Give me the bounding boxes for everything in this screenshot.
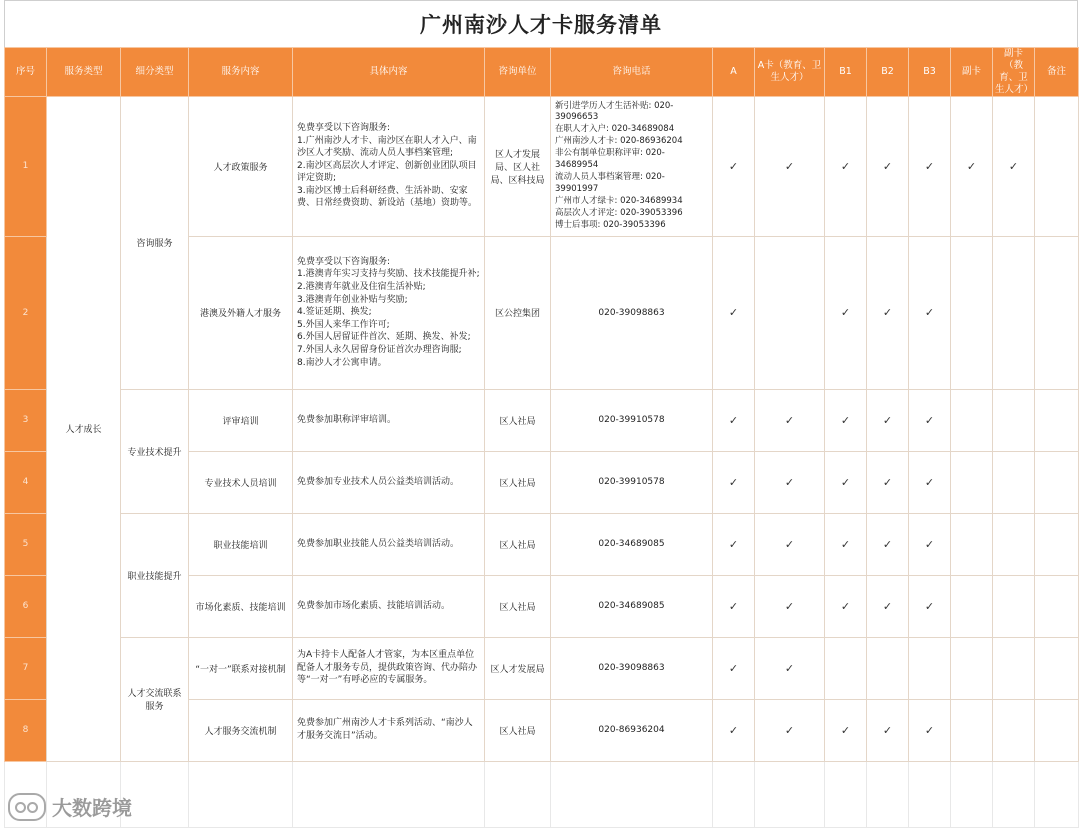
check-b3 bbox=[909, 637, 951, 699]
check-icon: ✓ bbox=[840, 475, 851, 489]
check-icon: ✓ bbox=[840, 599, 851, 613]
phone-cell bbox=[551, 96, 713, 236]
blank-cell bbox=[189, 761, 293, 827]
check-a bbox=[713, 96, 755, 236]
check-icon: ✓ bbox=[882, 306, 893, 319]
service-content-cell: 市场化素质、技能培训 bbox=[189, 575, 293, 637]
check-b3 bbox=[909, 96, 951, 236]
detail-line: 6.外国人居留证件首次、延期、换发、补发; bbox=[297, 332, 471, 343]
remark-cell bbox=[1035, 699, 1079, 761]
phone-cell: 020-34689085 bbox=[551, 575, 713, 637]
service-content-cell: 人才服务交流机制 bbox=[189, 699, 293, 761]
check-icon: ✓ bbox=[924, 475, 935, 489]
check-b2 bbox=[867, 236, 909, 389]
col-header-sub-type: 细分类型 bbox=[121, 48, 189, 97]
detail-line: 免费享受以下咨询服务: bbox=[297, 122, 391, 133]
check-a bbox=[713, 575, 755, 637]
check-icon: ✓ bbox=[882, 413, 893, 427]
detail-line: 5.外国人来华工作许可; bbox=[297, 319, 390, 330]
check-icon: ✓ bbox=[882, 723, 893, 737]
row-seq: 4 bbox=[5, 451, 47, 513]
check-b2 bbox=[867, 637, 909, 699]
detail-line: 3.南沙区博士后科研经费、生活补助、安家费、日常经费资助、新设站（基地）资助等。 bbox=[297, 185, 478, 209]
check-b1 bbox=[825, 575, 867, 637]
check-b3 bbox=[909, 389, 951, 451]
check-b1 bbox=[825, 389, 867, 451]
check-sub-card bbox=[951, 699, 993, 761]
check-icon: ✓ bbox=[1008, 159, 1019, 173]
sub-type-cell: 人才交流联系服务 bbox=[121, 637, 189, 761]
unit-cell: 区公控集团 bbox=[485, 236, 551, 389]
row-seq: 1 bbox=[5, 96, 47, 236]
check-a-edu bbox=[755, 389, 825, 451]
detail-cell: 为A卡持卡人配备人才管家，为本区重点单位配备人才服务专员，提供政策咨询、代办陪办等“一对一”有呼必应的专属服务。 bbox=[293, 637, 485, 699]
detail-line: 8.南沙人才公寓申请。 bbox=[297, 357, 387, 368]
col-header-phone: 咨询电话 bbox=[551, 48, 713, 97]
check-sub-card bbox=[951, 513, 993, 575]
check-icon: ✓ bbox=[784, 537, 795, 551]
phone-line: 流动人员人事档案管理: 020-39901997 bbox=[555, 171, 665, 194]
check-b1 bbox=[825, 513, 867, 575]
phone-line: 高层次人才评定: 020-39053396 bbox=[555, 207, 683, 218]
detail-cell bbox=[293, 236, 485, 389]
check-a bbox=[713, 637, 755, 699]
row-seq: 6 bbox=[5, 575, 47, 637]
detail-line: 7.外国人永久居留身份证首次办理咨询服; bbox=[297, 344, 462, 355]
blank-cell bbox=[867, 761, 909, 827]
check-a-edu bbox=[755, 575, 825, 637]
check-b1 bbox=[825, 699, 867, 761]
detail-cell: 免费参加市场化素质、技能培训活动。 bbox=[293, 575, 485, 637]
blank-cell bbox=[485, 761, 551, 827]
check-sub-card-edu bbox=[993, 699, 1035, 761]
check-sub-card-edu bbox=[993, 451, 1035, 513]
blank-cell bbox=[1035, 761, 1079, 827]
check-a bbox=[713, 699, 755, 761]
unit-cell: 区人才发展局、区人社局、区科技局 bbox=[485, 96, 551, 236]
check-icon: ✓ bbox=[924, 537, 935, 551]
detail-line: 4.签证延期、换发; bbox=[297, 307, 372, 318]
check-a bbox=[713, 513, 755, 575]
unit-cell: 区人才发展局 bbox=[485, 637, 551, 699]
check-icon: ✓ bbox=[924, 413, 935, 427]
phone-line: 在职人才入户: 020-34689084 bbox=[555, 124, 675, 135]
check-icon: ✓ bbox=[728, 413, 739, 427]
unit-cell: 区人社局 bbox=[485, 575, 551, 637]
service-content-cell: 评审培训 bbox=[189, 389, 293, 451]
blank-cell bbox=[909, 761, 951, 827]
phone-cell: 020-86936204 bbox=[551, 699, 713, 761]
col-header-remark: 备注 bbox=[1035, 48, 1079, 97]
check-sub-card-edu bbox=[993, 513, 1035, 575]
check-icon: ✓ bbox=[728, 661, 739, 675]
table-row bbox=[5, 96, 1079, 236]
check-b1 bbox=[825, 96, 867, 236]
service-content-cell: “一对一”联系对接机制 bbox=[189, 637, 293, 699]
unit-cell: 区人社局 bbox=[485, 389, 551, 451]
check-b2 bbox=[867, 451, 909, 513]
phone-cell: 020-39098863 bbox=[551, 637, 713, 699]
check-b1 bbox=[825, 637, 867, 699]
check-sub-card bbox=[951, 451, 993, 513]
phone-line: 新引进学历人才生活补贴: 020-39096653 bbox=[555, 100, 674, 123]
blank-row bbox=[5, 761, 1079, 827]
remark-cell bbox=[1035, 575, 1079, 637]
check-icon: ✓ bbox=[924, 306, 935, 319]
phone-cell: 020-34689085 bbox=[551, 513, 713, 575]
check-sub-card-edu bbox=[993, 575, 1035, 637]
check-icon: ✓ bbox=[784, 413, 795, 427]
remark-cell bbox=[1035, 389, 1079, 451]
check-sub-card bbox=[951, 236, 993, 389]
blank-cell bbox=[951, 761, 993, 827]
check-a-edu bbox=[755, 699, 825, 761]
blank-cell bbox=[293, 761, 485, 827]
check-icon: ✓ bbox=[882, 475, 893, 489]
phone-line: 广州市人才绿卡: 020-34689934 bbox=[555, 195, 683, 206]
unit-cell: 区人社局 bbox=[485, 451, 551, 513]
check-icon: ✓ bbox=[882, 159, 893, 173]
check-icon: ✓ bbox=[840, 306, 851, 319]
check-sub-card bbox=[951, 575, 993, 637]
row-seq: 8 bbox=[5, 699, 47, 761]
service-table bbox=[4, 47, 1079, 828]
detail-cell bbox=[293, 96, 485, 236]
service-list-sheet bbox=[4, 0, 1078, 823]
check-b3 bbox=[909, 575, 951, 637]
detail-line: 1.港澳青年实习支持与奖励、技术技能提升补; bbox=[297, 269, 480, 280]
phone-cell: 020-39910578 bbox=[551, 451, 713, 513]
check-b3 bbox=[909, 513, 951, 575]
service-content-cell: 专业技术人员培训 bbox=[189, 451, 293, 513]
check-icon: ✓ bbox=[882, 537, 893, 551]
check-b3 bbox=[909, 451, 951, 513]
check-icon: ✓ bbox=[784, 475, 795, 489]
detail-line: 2.港澳青年就业及住宿生活补贴; bbox=[297, 282, 426, 293]
detail-cell: 免费参加广州南沙人才卡系列活动、“南沙人才服务交流日”活动。 bbox=[293, 699, 485, 761]
row-seq: 2 bbox=[5, 236, 47, 389]
check-sub-card-edu bbox=[993, 96, 1035, 236]
detail-cell: 免费参加职业技能人员公益类培训活动。 bbox=[293, 513, 485, 575]
check-icon: ✓ bbox=[924, 159, 935, 173]
service-content-cell: 职业技能培训 bbox=[189, 513, 293, 575]
remark-cell bbox=[1035, 451, 1079, 513]
remark-cell bbox=[1035, 513, 1079, 575]
row-seq: 5 bbox=[5, 513, 47, 575]
col-header-sub-card-edu: 副卡（教育、卫生人才） bbox=[993, 48, 1035, 97]
check-a-edu bbox=[755, 236, 825, 389]
col-header-sub-card: 副卡 bbox=[951, 48, 993, 97]
check-icon: ✓ bbox=[784, 723, 795, 737]
col-header-service-content: 服务内容 bbox=[189, 48, 293, 97]
check-a bbox=[713, 389, 755, 451]
check-icon: ✓ bbox=[728, 537, 739, 551]
row-seq: 7 bbox=[5, 637, 47, 699]
sub-type-cell: 职业技能提升 bbox=[121, 513, 189, 637]
phone-cell: 020-39910578 bbox=[551, 389, 713, 451]
check-a-edu bbox=[755, 451, 825, 513]
blank-cell bbox=[713, 761, 755, 827]
phone-line: 非公有制单位职称评审: 020-34689954 bbox=[555, 148, 665, 171]
check-b2 bbox=[867, 513, 909, 575]
check-icon: ✓ bbox=[784, 599, 795, 613]
check-icon: ✓ bbox=[728, 599, 739, 613]
unit-cell: 区人社局 bbox=[485, 699, 551, 761]
check-icon: ✓ bbox=[840, 413, 851, 427]
check-icon: ✓ bbox=[840, 159, 851, 173]
check-sub-card-edu bbox=[993, 236, 1035, 389]
blank-cell bbox=[755, 761, 825, 827]
col-header-unit: 咨询单位 bbox=[485, 48, 551, 97]
check-a-edu bbox=[755, 96, 825, 236]
detail-line: 3.港澳青年创业补贴与奖励; bbox=[297, 294, 408, 305]
check-icon: ✓ bbox=[728, 723, 739, 737]
phone-line: 广州南沙人才卡: 020-86936204 bbox=[555, 136, 683, 147]
check-icon: ✓ bbox=[728, 306, 739, 319]
check-icon: ✓ bbox=[728, 159, 739, 173]
check-icon: ✓ bbox=[924, 723, 935, 737]
check-sub-card bbox=[951, 637, 993, 699]
check-a bbox=[713, 236, 755, 389]
service-type-cell: 人才成长 bbox=[47, 96, 121, 761]
check-b1 bbox=[825, 236, 867, 389]
sub-type-cell: 专业技术提升 bbox=[121, 389, 189, 513]
row-seq: 3 bbox=[5, 389, 47, 451]
check-icon: ✓ bbox=[924, 599, 935, 613]
remark-cell bbox=[1035, 236, 1079, 389]
check-icon: ✓ bbox=[840, 723, 851, 737]
check-b1 bbox=[825, 451, 867, 513]
sub-type-cell: 咨询服务 bbox=[121, 96, 189, 389]
detail-line: 2.南沙区高层次人才评定、创新创业团队项目评定资助; bbox=[297, 160, 477, 184]
watermark-text: 大数跨境 bbox=[52, 796, 132, 820]
check-a-edu bbox=[755, 637, 825, 699]
check-b2 bbox=[867, 389, 909, 451]
detail-cell: 免费参加专业技术人员公益类培训活动。 bbox=[293, 451, 485, 513]
col-header-seq: 序号 bbox=[5, 48, 47, 97]
phone-cell: 020-39098863 bbox=[551, 236, 713, 389]
check-b2 bbox=[867, 575, 909, 637]
blank-cell bbox=[993, 761, 1035, 827]
col-header-b1: B1 bbox=[825, 48, 867, 97]
watermark bbox=[8, 792, 132, 821]
check-icon: ✓ bbox=[840, 537, 851, 551]
detail-line: 1.广州南沙人才卡、南沙区在职人才入户、南沙区人才奖励、流动人员人事档案管理; bbox=[297, 135, 477, 159]
check-sub-card-edu bbox=[993, 637, 1035, 699]
check-sub-card bbox=[951, 96, 993, 236]
check-icon: ✓ bbox=[784, 159, 795, 173]
remark-cell bbox=[1035, 637, 1079, 699]
col-header-a-edu: A卡（教育、卫生人才） bbox=[755, 48, 825, 97]
phone-line: 博士后事项: 020-39053396 bbox=[555, 219, 666, 230]
page-title: 广州南沙人才卡服务清单 bbox=[4, 0, 1078, 47]
check-icon: ✓ bbox=[784, 661, 795, 675]
check-b2 bbox=[867, 699, 909, 761]
col-header-service-type: 服务类型 bbox=[47, 48, 121, 97]
table-row bbox=[5, 637, 1079, 699]
blank-cell bbox=[825, 761, 867, 827]
table-row bbox=[5, 513, 1079, 575]
check-b3 bbox=[909, 699, 951, 761]
blank-cell bbox=[551, 761, 713, 827]
check-icon: ✓ bbox=[728, 475, 739, 489]
col-header-b2: B2 bbox=[867, 48, 909, 97]
col-header-detail: 具体内容 bbox=[293, 48, 485, 97]
header-row bbox=[5, 48, 1079, 97]
check-b3 bbox=[909, 236, 951, 389]
check-sub-card bbox=[951, 389, 993, 451]
remark-cell bbox=[1035, 96, 1079, 236]
check-icon: ✓ bbox=[966, 159, 977, 173]
service-content-cell: 港澳及外籍人才服务 bbox=[189, 236, 293, 389]
check-icon: ✓ bbox=[882, 599, 893, 613]
service-content-cell: 人才政策服务 bbox=[189, 96, 293, 236]
table-row bbox=[5, 389, 1079, 451]
check-a-edu bbox=[755, 513, 825, 575]
col-header-b3: B3 bbox=[909, 48, 951, 97]
check-sub-card-edu bbox=[993, 389, 1035, 451]
check-b2 bbox=[867, 96, 909, 236]
check-a bbox=[713, 451, 755, 513]
watermark-logo-icon bbox=[8, 793, 46, 821]
unit-cell: 区人社局 bbox=[485, 513, 551, 575]
col-header-a: A bbox=[713, 48, 755, 97]
detail-line: 免费享受以下咨询服务: bbox=[297, 256, 391, 267]
detail-cell: 免费参加职称评审培训。 bbox=[293, 389, 485, 451]
